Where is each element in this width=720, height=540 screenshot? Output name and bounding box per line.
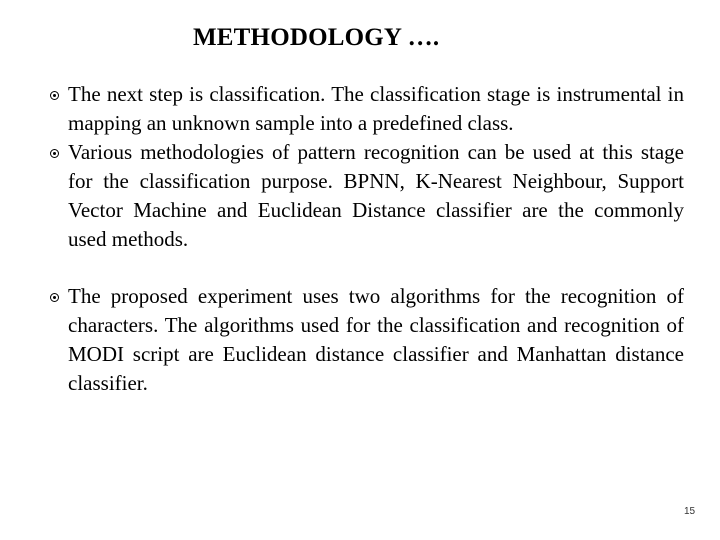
bullet-circle-icon (50, 293, 59, 302)
bullet-circle-icon (50, 149, 59, 158)
bullet-text: The next step is classification. The classification stage is instrumental in mapping an unknown sample into a predefined class. (68, 82, 684, 135)
bullet-item-methodologies (48, 138, 684, 254)
bullet-text: Various methodologies of pattern recognition can be used at this stage for the classification purpose. BPNN, K-Nearest Neighbour, Support Vector Machine and Euclidean Distance classifier are the commonly used methods. (68, 140, 684, 251)
slide-title: METHODOLOGY …. (193, 24, 440, 51)
bullet-circle-icon (50, 91, 59, 100)
bullet-item-proposed-experiment (48, 282, 684, 398)
bullet-text: The proposed experiment uses two algorithms for the recognition of characters. The algorithms used for the classification and recognition of MODI script are Euclidean distance classifier and Manhattan distance classifier. (68, 284, 684, 395)
bullet-item-classification-step (48, 80, 684, 138)
page-number: 15 (684, 506, 696, 517)
bullet-list (48, 80, 684, 398)
